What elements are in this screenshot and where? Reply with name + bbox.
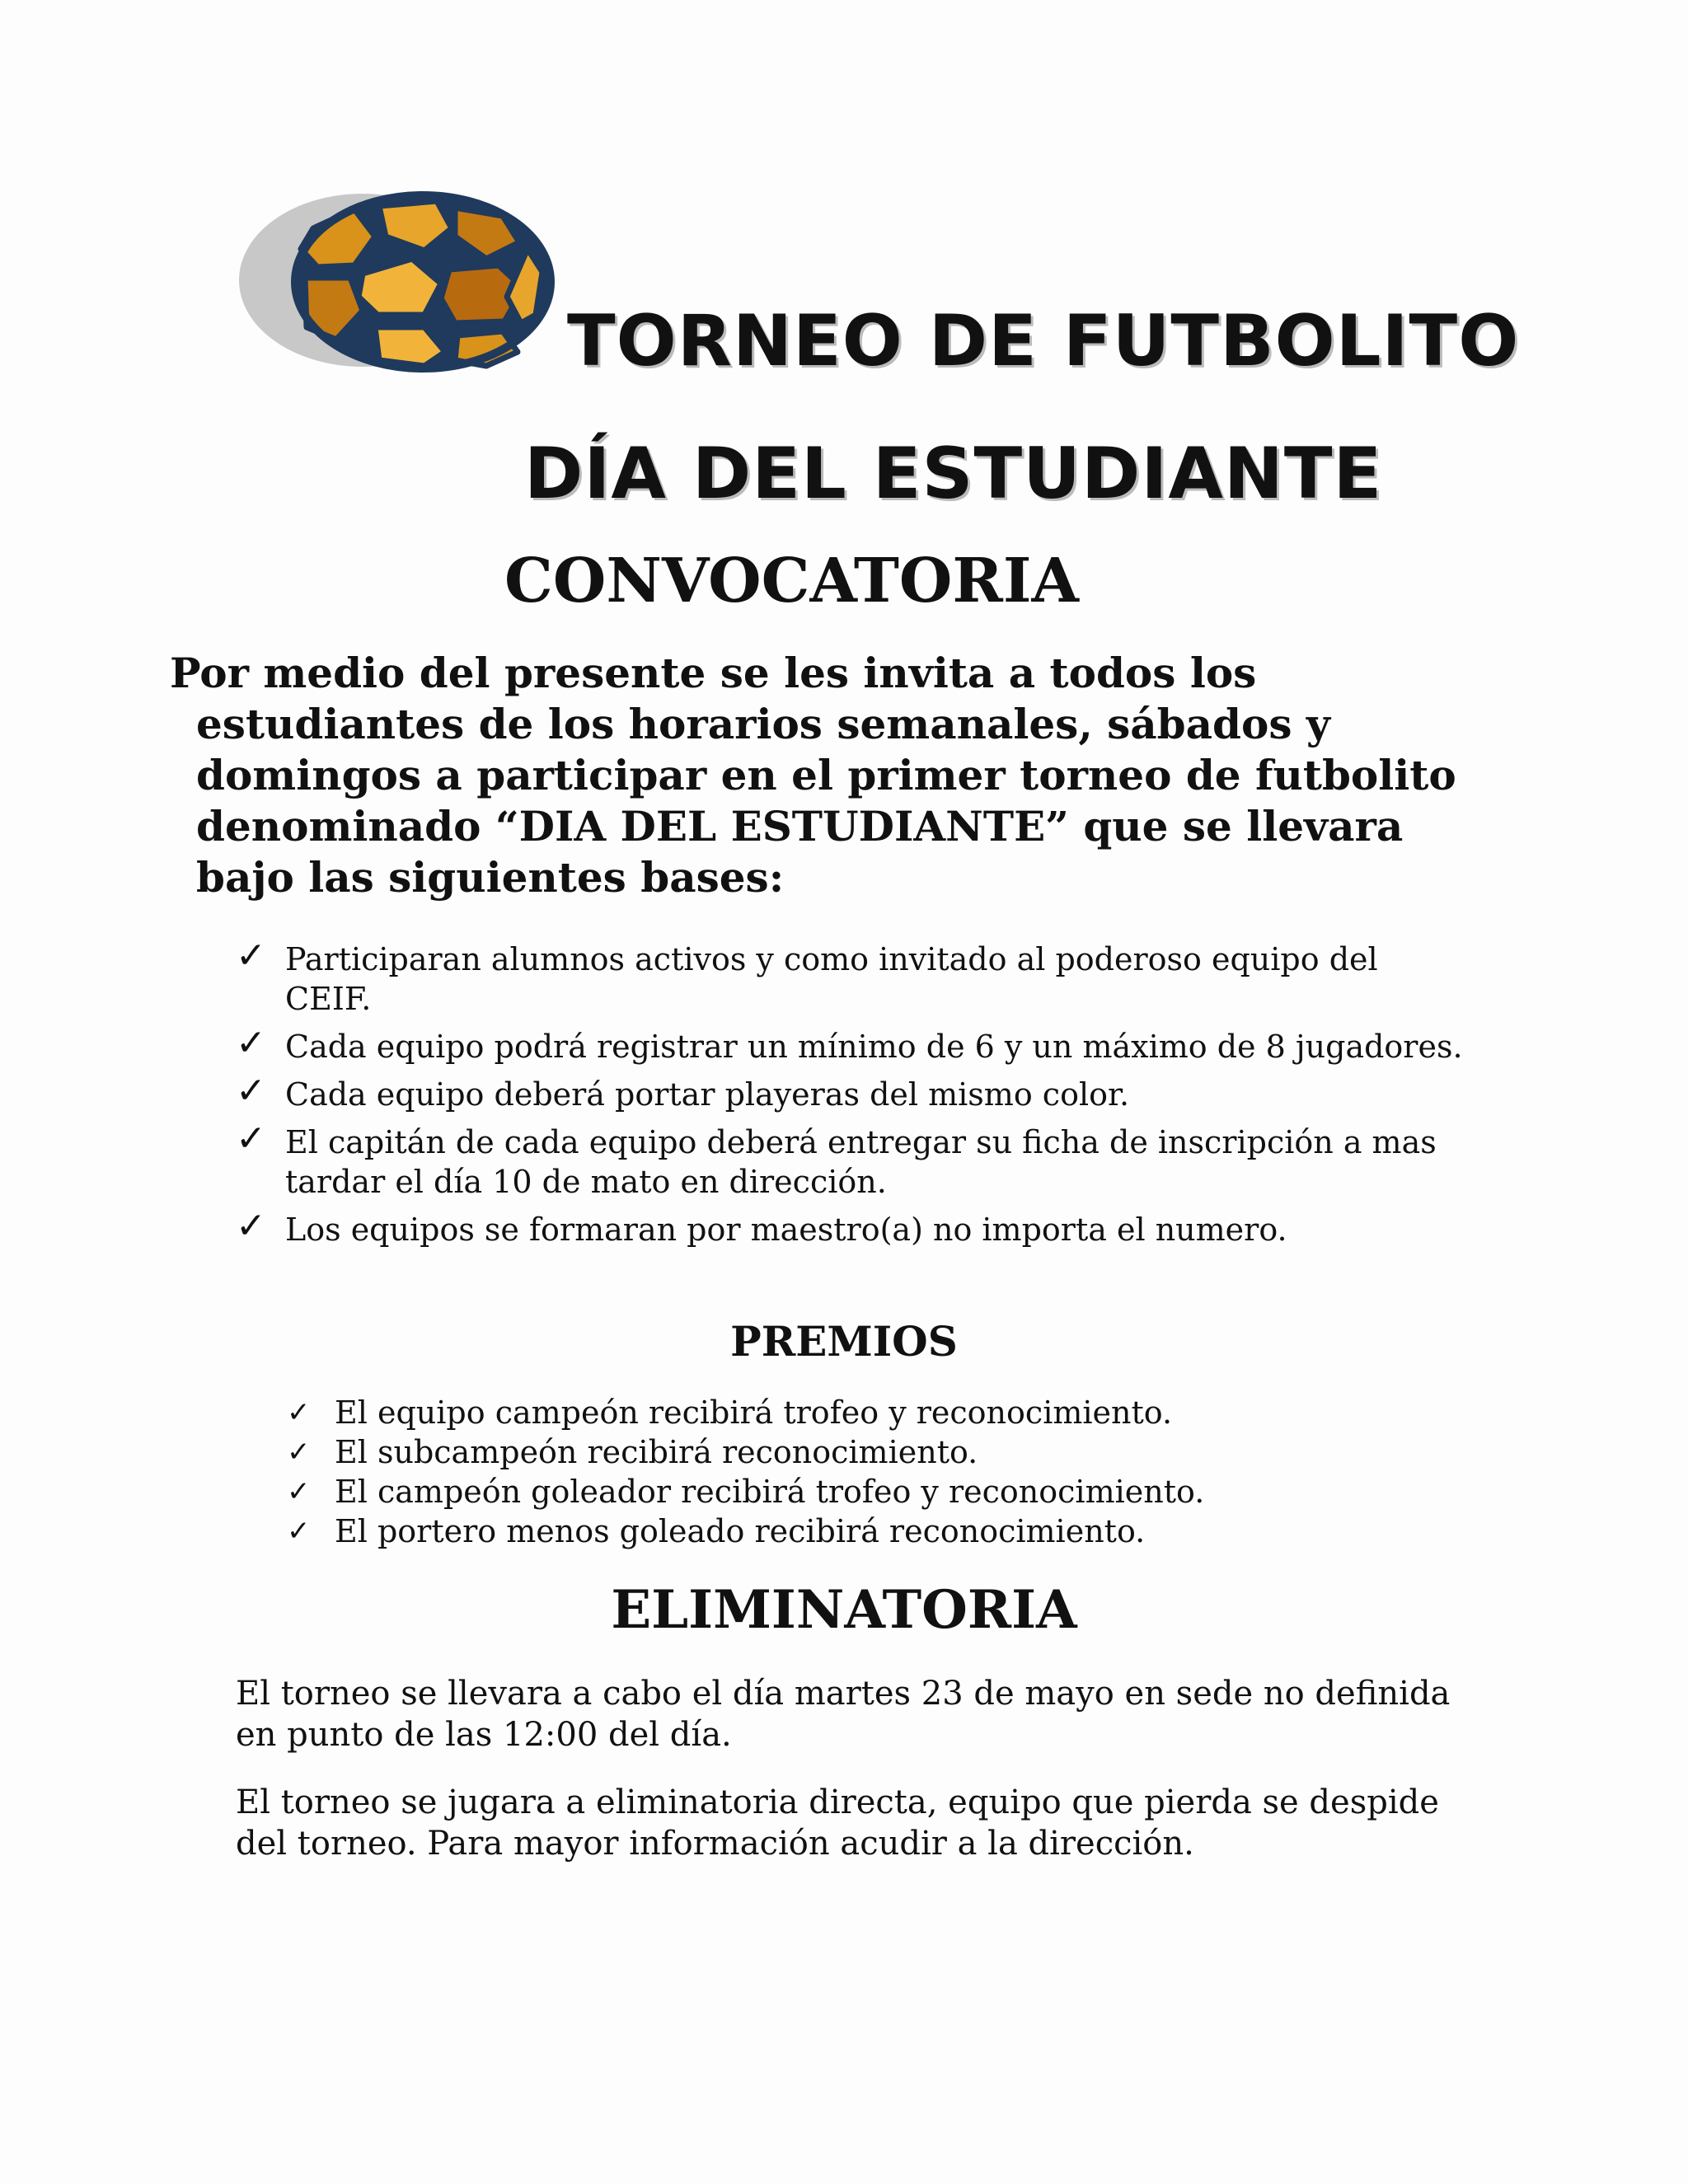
prizes-list: [287, 1393, 1441, 1551]
list-item: [287, 1511, 1441, 1551]
checkmark-icon: ✓: [236, 1022, 266, 1064]
format-paragraph: El torneo se jugara a eliminatoria directa, equipo que pierda se despide del torneo. Para mayor información acudir a la dirección.: [236, 1783, 1439, 1863]
list-item-text: El subcampeón recibirá reconocimiento.: [335, 1434, 978, 1470]
list-item-text: El portero menos goleado recibirá reconocimiento.: [335, 1513, 1146, 1549]
soccer-ball-icon: [239, 191, 569, 381]
list-item: [236, 1070, 1472, 1114]
list-item: [236, 1205, 1472, 1249]
checkmark-icon: ✓: [236, 935, 266, 977]
list-item: [236, 1022, 1472, 1066]
checkmark-icon: ✓: [236, 1118, 266, 1160]
list-item-text: Los equipos se formaran por maestro(a) no importa el numero.: [285, 1212, 1287, 1248]
list-item: [236, 935, 1472, 1019]
list-item-text: El capitán de cada equipo deberá entregar su ficha de inscripción a mas tardar el día 10 de mato en dirección.: [285, 1124, 1437, 1200]
checkmark-icon: ✓: [287, 1515, 311, 1548]
list-item: [236, 1118, 1472, 1202]
checkmark-icon: ✓: [287, 1475, 311, 1508]
list-item-text: El equipo campeón recibirá trofeo y reconocimiento.: [335, 1394, 1173, 1431]
checkmark-icon: ✓: [236, 1205, 266, 1247]
event-subtitle: DÍA DEL ESTUDIANTE: [524, 433, 1383, 515]
intro-paragraph: Por medio del presente se les invita a todos los estudiantes de los horarios semanales, sábados y domingos a participar en el primer torneo de futbolito denominado “DIA DEL ESTUDIANTE” que se llevara bajo las siguientes bases:: [170, 649, 1456, 902]
event-title: TORNEO DE FUTBOLITO: [567, 300, 1520, 382]
convocatoria-heading: CONVOCATORIA: [504, 546, 1079, 616]
checkmark-icon: ✓: [287, 1396, 311, 1429]
list-item: [287, 1432, 1441, 1472]
list-item: [287, 1472, 1441, 1511]
prizes-heading: PREMIOS: [730, 1317, 958, 1366]
elimination-heading: ELIMINATORIA: [611, 1579, 1077, 1641]
rules-list: [236, 935, 1472, 1258]
checkmark-icon: ✓: [287, 1436, 311, 1469]
list-item-text: El campeón goleador recibirá trofeo y reconocimiento.: [335, 1474, 1205, 1510]
list-item-text: Cada equipo deberá portar playeras del mismo color.: [285, 1076, 1130, 1113]
list-item-text: Cada equipo podrá registrar un mínimo de 6 y un máximo de 8 jugadores.: [285, 1029, 1463, 1065]
schedule-paragraph: El torneo se llevara a cabo el día martes 23 de mayo en sede no definida en punto de las 12:00 del día.: [236, 1675, 1451, 1754]
list-item-text: Participaran alumnos activos y como invitado al poderoso equipo del CEIF.: [285, 941, 1378, 1017]
list-item: [287, 1393, 1441, 1432]
checkmark-icon: ✓: [236, 1070, 266, 1112]
